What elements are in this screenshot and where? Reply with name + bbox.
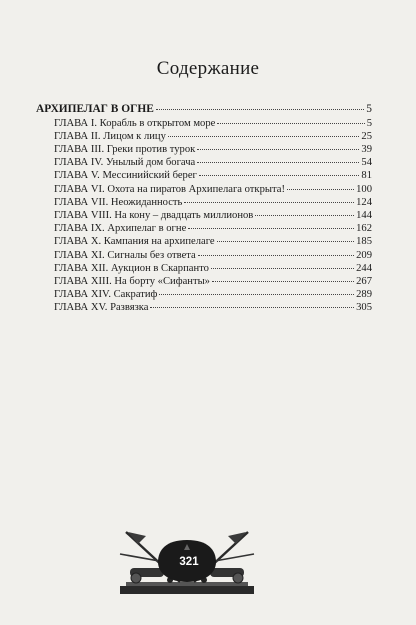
toc-entry-label: ГЛАВА XV. Развязка: [54, 302, 149, 314]
dot-leader: [198, 255, 354, 256]
page-title: Содержание: [156, 58, 260, 79]
toc-entry-page: 267: [356, 275, 372, 287]
toc-entry-label: ГЛАВА II. Лицом к лицу: [54, 130, 166, 142]
dot-leader: [211, 268, 354, 269]
toc-entry-page: 5: [366, 117, 372, 129]
table-of-contents: [36, 103, 372, 315]
toc-entry-label: ГЛАВА VIII. На кону – двадцать миллионов: [54, 209, 254, 221]
toc-chapter-entry: [36, 275, 372, 288]
toc-chapter-entry: [36, 183, 372, 196]
toc-entry-label: ГЛАВА XIII. На борту «Сифанты»: [54, 275, 210, 287]
toc-chapter-entry: [36, 143, 372, 156]
dot-leader: [188, 228, 354, 229]
toc-chapter-entry: [36, 288, 372, 301]
toc-entry-label: ГЛАВА XI. Сигналы без ответа: [54, 249, 196, 261]
toc-entry-page: 289: [356, 289, 372, 301]
toc-entry-page: 244: [356, 262, 372, 274]
dot-leader: [212, 281, 354, 282]
dot-leader: [217, 241, 354, 242]
dot-leader: [287, 189, 354, 190]
toc-chapter-entry: [36, 222, 372, 235]
toc-entry-page: 144: [356, 209, 372, 221]
dot-leader: [159, 294, 354, 295]
toc-entry-label: ГЛАВА VII. Неожиданность: [54, 196, 183, 208]
dot-leader: [184, 202, 354, 203]
toc-entry-page: 100: [356, 183, 372, 195]
toc-entry-label: ГЛАВА VI. Охота на пиратов Архипелага открыта!: [54, 183, 285, 195]
toc-chapter-entry: [36, 235, 372, 248]
toc-entry-page: 81: [361, 170, 372, 182]
dot-leader: [197, 149, 359, 150]
dot-leader: [156, 109, 365, 110]
toc-entry-label: ГЛАВА IX. Архипелаг в огне: [54, 223, 187, 235]
toc-entry-label: ГЛАВА X. Кампания на архипелаге: [54, 236, 215, 248]
toc-entry-label: ГЛАВА IV. Унылый дом богача: [54, 157, 196, 169]
dot-leader: [217, 123, 364, 124]
dot-leader: [168, 136, 360, 137]
dot-leader: [255, 215, 354, 216]
toc-chapter-entry: [36, 117, 372, 130]
toc-entry-page: 185: [356, 236, 372, 248]
toc-entry-page: 209: [356, 249, 372, 261]
dot-leader: [150, 307, 354, 308]
toc-entry-label: ГЛАВА V. Мессинийский берег: [54, 170, 197, 182]
toc-chapter-entry: [36, 169, 372, 182]
dot-leader: [197, 162, 359, 163]
toc-entry-page: 39: [361, 143, 372, 155]
toc-chapter-entry: [36, 209, 372, 222]
toc-chapter-entry: [36, 249, 372, 262]
toc-entry-page: 305: [356, 302, 372, 314]
page-number: 321: [179, 556, 199, 568]
toc-entry-label: АРХИПЕЛАГ В ОГНЕ: [36, 103, 154, 115]
toc-chapter-entry: [36, 156, 372, 169]
toc-entry-label: ГЛАВА XII. Аукцион в Скарпанто: [54, 262, 209, 274]
toc-entry-label: ГЛАВА III. Греки против турок: [54, 143, 196, 155]
toc-entry-page: 162: [356, 223, 372, 235]
toc-part-entry: [36, 103, 372, 117]
toc-entry-page: 54: [361, 157, 372, 169]
toc-entry-label: ГЛАВА XIV. Сакратиф: [54, 289, 158, 301]
toc-chapter-entry: [36, 196, 372, 209]
dot-leader: [199, 175, 360, 176]
toc-entry-label: ГЛАВА I. Корабль в открытом море: [54, 117, 216, 129]
toc-chapter-entry: [36, 301, 372, 314]
toc-entry-page: 124: [356, 196, 372, 208]
toc-chapter-entry: [36, 130, 372, 143]
toc-entry-page: 5: [366, 103, 372, 115]
toc-entry-page: 25: [361, 130, 372, 142]
toc-chapter-entry: [36, 262, 372, 275]
